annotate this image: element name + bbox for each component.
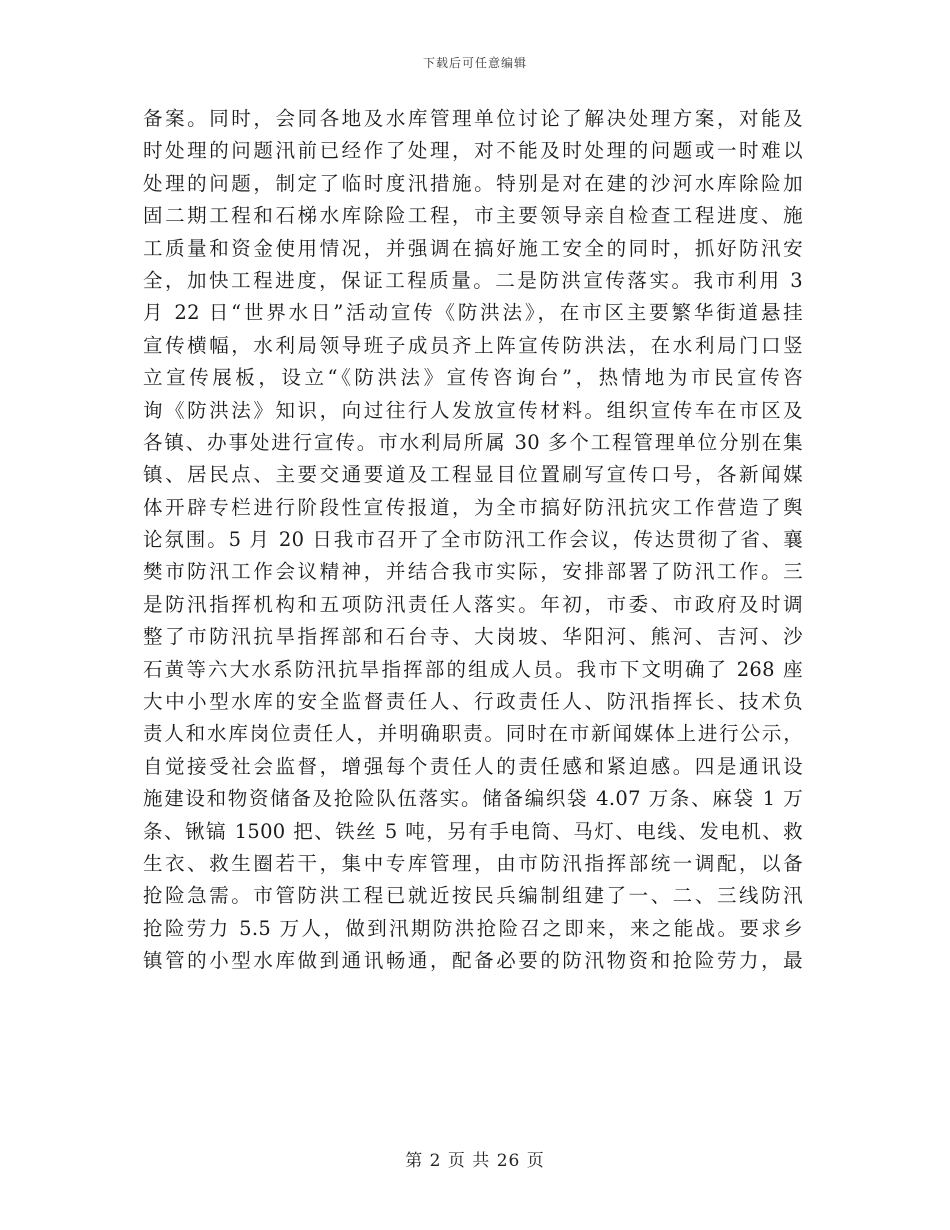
body-line: 时处理的问题汛前已经作了处理，对不能及时处理的问题或一时难以 xyxy=(143,139,803,163)
body-line: 处理的问题，制定了临时度汛措施。特别是对在建的沙河水库除险加 xyxy=(143,171,803,195)
body-line: 生衣、救生圈若干，集中专库管理，由市防汛指挥部统一调配，以备 xyxy=(143,851,803,875)
body-line: 月 22 日“世界水日”活动宣传《防洪法》，在市区主要繁华街道悬挂 xyxy=(143,301,803,325)
body-line: 各镇、办事处进行宣传。市水利局所属 30 多个工程管理单位分别在集 xyxy=(143,430,803,454)
body-line: 整了市防汛抗旱指挥部和石台寺、大岗坡、华阳河、熊河、吉河、沙 xyxy=(143,625,803,649)
body-line: 抢险急需。市管防洪工程已就近按民兵编制组建了一、二、三线防汛 xyxy=(143,884,803,908)
body-line: 抢险劳力 5.5 万人，做到汛期防洪抢险召之即来，来之能战。要求乡 xyxy=(143,916,803,940)
body-line: 施建设和物资储备及抢险队伍落实。储备编织袋 4.07 万条、麻袋 1 万 xyxy=(143,787,803,811)
body-line: 镇、居民点、主要交通要道及工程显目位置刷写宣传口号，各新闻媒 xyxy=(143,463,803,487)
body-line: 条、锹镐 1500 把、铁丝 5 吨，另有手电筒、马灯、电线、发电机、救 xyxy=(143,819,803,843)
body-line: 体开辟专栏进行阶段性宣传报道，为全市搞好防汛抗灾工作营造了舆 xyxy=(143,495,803,519)
body-line: 樊市防汛工作会议精神，并结合我市实际，安排部署了防汛工作。三 xyxy=(143,560,803,584)
body-line: 全，加快工程进度，保证工程质量。二是防洪宣传落实。我市利用 3 xyxy=(143,268,803,292)
body-line: 大中小型水库的安全监督责任人、行政责任人、防汛指挥长、技术负 xyxy=(143,690,803,714)
page-header-note: 下载后可任意编辑 xyxy=(422,56,527,70)
body-line: 责人和水库岗位责任人，并明确职责。同时在市新闻媒体上进行公示， xyxy=(143,722,803,746)
page-number: 第 2 页 共 26 页 xyxy=(405,1151,545,1171)
body-line: 是防汛指挥机构和五项防汛责任人落实。年初，市委、市政府及时调 xyxy=(143,592,803,616)
body-line: 石黄等六大水系防汛抗旱指挥部的组成人员。我市下文明确了 268 座 xyxy=(143,657,803,681)
body-line: 镇管的小型水库做到通讯畅通，配备必要的防汛物资和抢险劳力，最 xyxy=(143,949,803,973)
body-line: 自觉接受社会监督，增强每个责任人的责任感和紧迫感。四是通讯设 xyxy=(143,754,803,778)
body-line: 立宣传展板，设立“《防洪法》宣传咨询台”，热情地为市民宣传咨 xyxy=(143,366,803,390)
body-line: 宣传横幅，水利局领导班子成员齐上阵宣传防洪法，在水利局门口竖 xyxy=(143,333,803,357)
document-body xyxy=(143,103,803,978)
body-line: 备案。同时，会同各地及水库管理单位讨论了解决处理方案，对能及 xyxy=(143,107,803,130)
body-line: 工质量和资金使用情况，并强调在搞好施工安全的同时，抓好防汛安 xyxy=(143,236,803,260)
body-line: 固二期工程和石梯水库除险工程，市主要领导亲自检查工程进度、施 xyxy=(143,204,803,228)
body-line: 论氛围。5 月 20 日我市召开了全市防汛工作会议，传达贯彻了省、襄 xyxy=(143,528,803,552)
body-line: 询《防洪法》知识，向过往行人发放宣传材料。组织宣传车在市区及 xyxy=(143,398,803,422)
